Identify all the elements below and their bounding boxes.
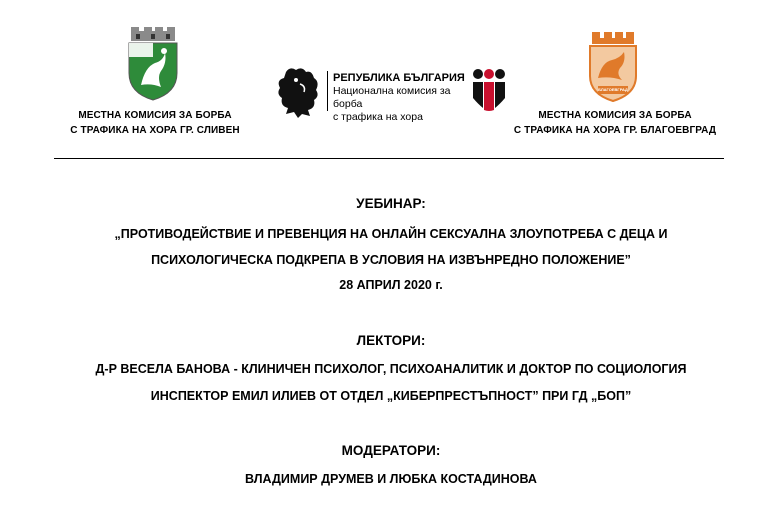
lecturer-line1: Д-Р ВЕСЕЛА БАНОВА - КЛИНИЧЕН ПСИХОЛОГ, ПСИХОАНАЛИТИК И ДОКТОР ПО СОЦИОЛОГИЯ [95,362,687,376]
lecturer-line2: ИНСПЕКТОР ЕМИЛ ИЛИЕВ ОТ ОТДЕЛ „КИБЕРПРЕСТЪПНОСТ” ПРИ ГД „БОП” [150,389,632,403]
webinar-label: УЕБИНАР: [356,196,426,211]
ncth-people-logo [472,68,506,112]
webinar-title-line1: „ПРОТИВОДЕЙСТВИЕ И ПРЕВЕНЦИЯ НА ОНЛАЙН СЕКСУАЛНА ЗЛОУПОТРЕБА С ДЕЦА И [114,227,668,241]
sliven-caption-line1: МЕСТНА КОМИСИЯ ЗА БОРБА [78,110,232,121]
blagoevgrad-crest-text: БЛАГОЕВГРАД [598,87,628,92]
bulgarian-lion-emblem [276,64,324,118]
webinar-date: 28 АПРИЛ 2020 г. [339,278,443,292]
blagoevgrad-coat-of-arms [588,32,638,102]
moderators-label: МОДЕРАТОРИ: [341,443,441,458]
lecturers-label: ЛЕКТОРИ: [356,333,426,348]
sliven-coat-of-arms [127,27,179,101]
blagoevgrad-caption-line2: С ТРАФИКА НА ХОРА ГР. БЛАГОЕВГРАД [513,125,717,136]
logo-divider [327,71,328,111]
blagoevgrad-caption-line1: МЕСТНА КОМИСИЯ ЗА БОРБА [538,110,692,121]
commission-line3: с трафика на хора [333,111,423,123]
sliven-caption [55,108,255,138]
header-divider [54,158,724,159]
sliven-caption-line2: С ТРАФИКА НА ХОРА ГР. СЛИВЕН [70,125,240,136]
webinar-title-line2: ПСИХОЛОГИЧЕСКА ПОДКРЕПА В УСЛОВИЯ НА ИЗВЪНРЕДНО ПОЛОЖЕНИЕ” [151,253,631,267]
republic-title: РЕПУБЛИКА БЪЛГАРИЯ [333,72,465,84]
blagoevgrad-caption [510,108,720,138]
national-commission-text [333,72,473,124]
moderators-line1: ВЛАДИМИР ДРУМЕВ И ЛЮБКА КОСТАДИНОВА [245,472,537,486]
commission-line2: Национална комисия за борба [333,85,451,110]
